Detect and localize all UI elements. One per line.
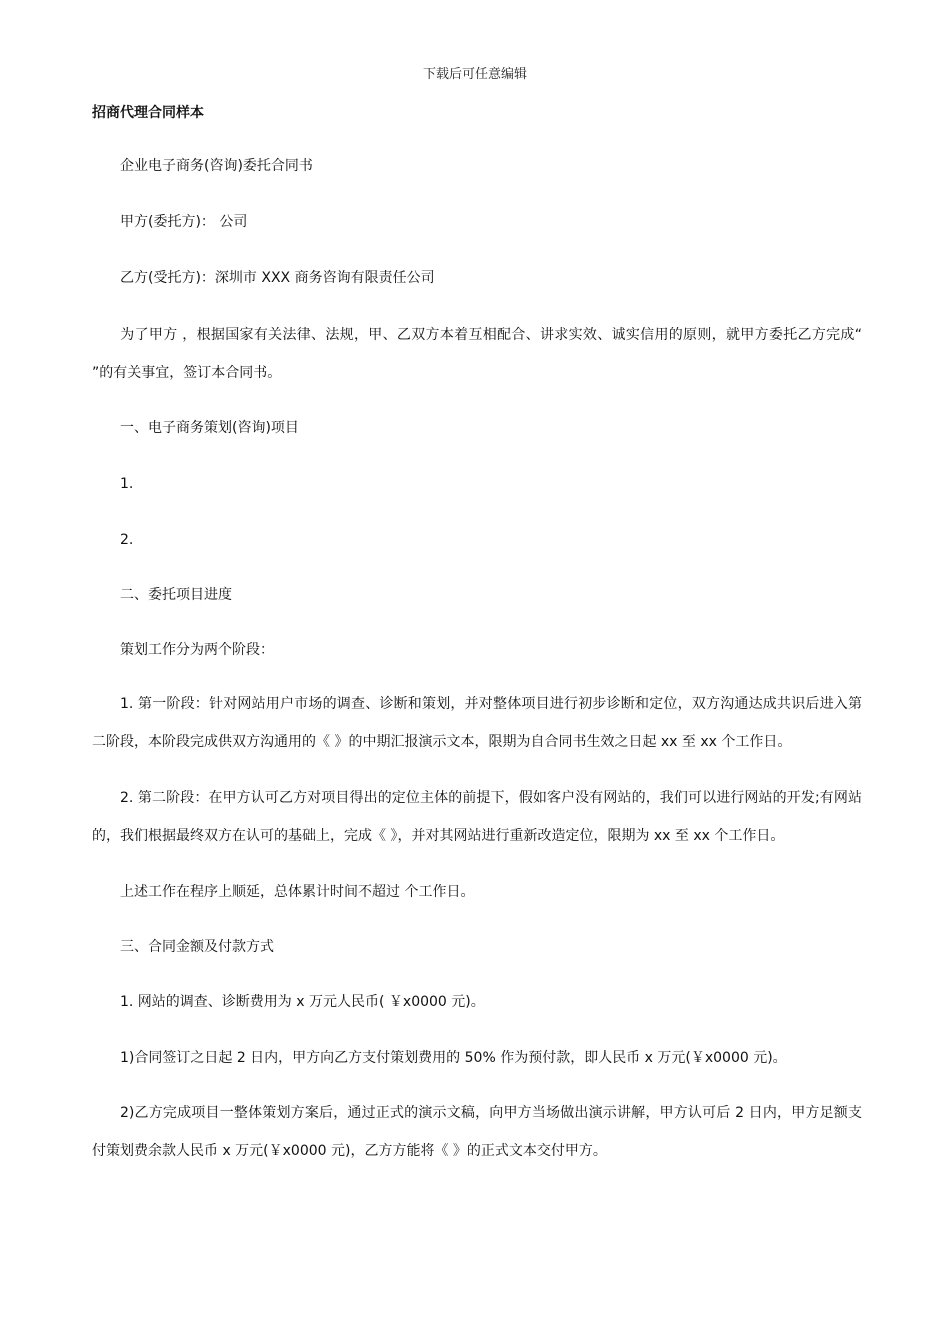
section-1-heading: 一、电子商务策划(咨询)项目	[120, 420, 299, 436]
party-b-line: 乙方(受托方)：深圳市 XXX 商务咨询有限责任公司	[120, 270, 435, 286]
payment-1-line: 1)合同签订之日起 2 日内，甲方向乙方支付策划费用的 50% 作为预付款，即人民币 x 万元(￥x0000 元)。	[120, 1050, 787, 1066]
stage-1-paragraph	[92, 685, 862, 761]
payment-2-paragraph	[92, 1094, 862, 1170]
preamble-text: 为了甲方 ，根据国家有关法律、法规，甲、乙双方本着互相配合、讲求实效、诚实信用的原则，就甲方委托乙方完成“ ”的有关事宜，签订本合同书。	[92, 327, 862, 381]
item-1: 1.	[120, 476, 134, 492]
item-2: 2.	[120, 532, 134, 548]
contract-heading: 企业电子商务(咨询)委托合同书	[120, 158, 313, 174]
stage-1-text: 1. 第一阶段：针对网站用户市场的调查、诊断和策划，并对整体项目进行初步诊断和定位，双方沟通达成共识后进入第二阶段，本阶段完成供双方沟通用的《 》的中期汇报演示文本，限期为自合同书生效之日起 xx 至 xx 个工作日。	[92, 696, 862, 750]
section-3-heading: 三、合同金额及付款方式	[120, 939, 274, 955]
header-note: 下载后可任意编辑	[422, 67, 527, 82]
stages-intro: 策划工作分为两个阶段：	[120, 642, 274, 658]
preamble-paragraph	[92, 316, 862, 392]
fee-line: 1. 网站的调查、诊断费用为 x 万元人民币( ￥x0000 元)。	[120, 994, 485, 1010]
stage-2-text: 2. 第二阶段：在甲方认可乙方对项目得出的定位主体的前提下，假如客户没有网站的，我们可以进行网站的开发;有网站的，我们根据最终双方在认可的基础上，完成《 》，并对其网站进行重新改造定位，限期为 xx 至 xx 个工作日。	[92, 790, 862, 844]
document-title: 招商代理合同样本	[92, 105, 204, 121]
payment-2-text: 2)乙方完成项目一整体策划方案后，通过正式的演示文稿，向甲方当场做出演示讲解，甲方认可后 2 日内，甲方足额支付策划费余款人民币 x 万元(￥x0000 元)，乙方方能将《 》的正式文本交付甲方。	[92, 1105, 862, 1159]
schedule-note: 上述工作在程序上顺延，总体累计时间不超过 个工作日。	[120, 884, 475, 900]
party-a-line: 甲方(委托方)： 公司	[120, 214, 248, 230]
stage-2-paragraph	[92, 779, 862, 855]
section-2-heading: 二、委托项目进度	[120, 587, 232, 603]
